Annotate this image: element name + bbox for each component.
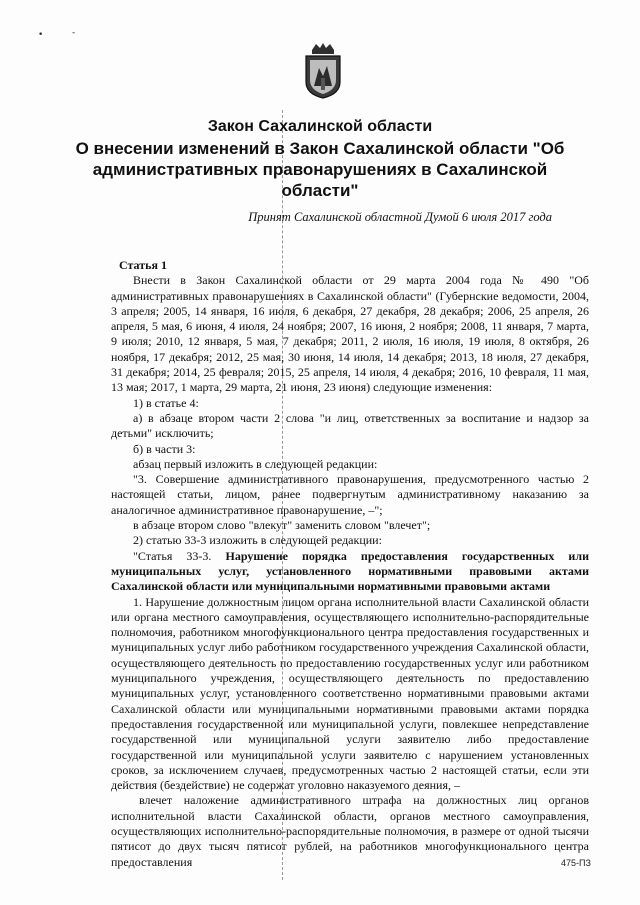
paragraph-quoted-part-3: "3. Совершение административного правонарушения, предусмотренного частью 2 настоящей статьи, лицом, ранее подвергнутым административному наказанию за аналогичное административное правонарушение, –";	[111, 472, 589, 517]
coat-of-arms-icon	[302, 42, 344, 100]
paragraph-part-1: 1. Нарушение должностным лицом органа исполнительной власти Сахалинской области или органа местного самоуправления, осуществляющего исполнительно-распорядительные полномочия, работником многофункционального центра предоставления государственных и муниципальных услуг либо работником государственного учреждения Сахалинской области, осуществляющего деятельность по предоставлению государственных услуг или работником муниципального учреждения, осуществляющего деятельность по предоставлению муниципальных услуг, установленного соответственно нормативными правовыми актами Сахалинской области или муниципальными нормативными правовыми актами порядка предоставления государственной или муниципальной услуги, повлекшее непредставление государственной или муниципальной услуги заявителю либо предоставление государственной или муниципальной услуги заявителю с нарушением установленных сроков, за исключением случаев, предусмотренных частью 2 настоящей статьи, если эти действия (бездействие) не содержат уголовно наказуемого деяния, –	[111, 594, 589, 793]
paragraph-penalty: влечет наложение административного штрафа на должностных лиц органов исполнительной власти Сахалинской области, органов местного самоуправления, осуществляющих исполнительно-распорядительные полномочия, в размере от одной тысячи пятисот до двух тысяч пятисот рублей, на работников многофункционального центра предоставления	[111, 793, 589, 869]
paragraph-new-wording: абзац первый изложить в следующей редакции:	[133, 456, 378, 471]
article-heading: Статья 1	[119, 258, 167, 272]
paragraph-article-33-3-heading	[111, 549, 589, 595]
scan-artifact-dash: -	[72, 28, 76, 38]
paragraph-item-1b: б) в части 3:	[133, 441, 196, 456]
article-33-3-title: Нарушение порядка предоставления государственных или муниципальных услуг, установленного нормативными правовыми актами Сахалинской области или муниципальными нормативными правовыми актами	[111, 548, 589, 594]
article-33-3-prefix: "Статья 33-3.	[133, 548, 226, 563]
paragraph-word-replace: в абзаце втором слово "влекут" заменить словом "влечет";	[133, 518, 431, 533]
paragraph-intro: Внести в Закон Сахалинской области от 29 марта 2004 года № 490 "Об административных правонарушениях в Сахалинской области" (Губернские ведомости, 2004, 3 апреля; 2005, 14 января, 16 июля, 6 декабря, 27 декабря, 28 декабря; 2006, 25 апреля, 26 апреля, 5 мая, 6 июня, 4 июля, 24 ноября; 2007, 16 июня, 2 ноября; 2008, 11 января, 7 марта, 9 июля; 2010, 12 января, 5 мая, 7 декабря; 2011, 2 июля, 16 июля, 19 июля, 8 октября, 26 ноября, 17 декабря; 2012, 25 мая, 30 июня, 14 июля, 14 декабря; 2013, 18 июля, 27 декабря, 31 декабря; 2014, 25 февраля; 2015, 25 апреля, 14 июля, 4 декабря; 2016, 10 февраля, 11 мая, 13 мая; 2017, 1 марта, 29 марта, 21 июня, 23 июня) следующие изменения:	[111, 273, 589, 395]
paragraph-item-2: 2) статью 33-3 изложить в следующей редакции:	[133, 533, 382, 548]
law-title: Закон Сахалинской области	[207, 118, 433, 135]
paragraph-item-1a: а) в абзаце втором части 2 слова "и лиц, ответственных за воспитание и надзор за детьми" исключить;	[111, 410, 589, 441]
scan-artifact-dot: •	[38, 30, 44, 40]
page-code: 475-ПЗ	[561, 858, 591, 868]
document-body	[111, 258, 589, 870]
adoption-note: Принят Сахалинской областной Думой 6 июля 2017 года	[248, 210, 552, 224]
law-subtitle: О внесении изменений в Закон Сахалинской области "Об административных правонарушениях в Сахалинской области"	[75, 139, 565, 200]
paragraph-item-1: 1) в статье 4:	[133, 395, 199, 410]
